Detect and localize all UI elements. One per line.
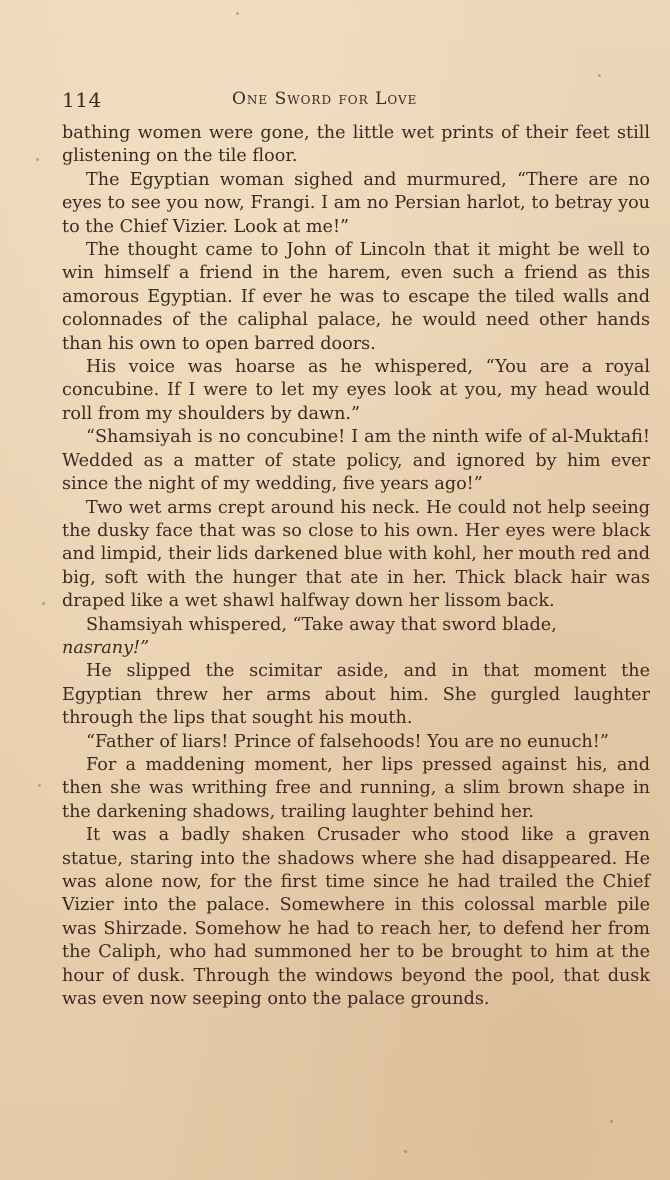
paper-speck: [38, 784, 41, 787]
page-number: 114: [62, 88, 102, 112]
paragraph: His voice was hoarse as he whispered, “You are a royal concubine. If I were to let my eyes look at you, my head would roll from my shoulders by dawn.”: [62, 357, 650, 424]
paragraph: [62, 614, 650, 661]
paragraph: “Father of liars! Prince of falsehoods! You are no eunuch!”: [86, 731, 609, 752]
paper-speck: [404, 1150, 407, 1153]
paragraph-text: Shamsiyah whispered, “Take away that sword blade,: [86, 614, 557, 635]
paragraph: Two wet arms crept around his neck. He could not help seeing the dusky face that was so close to his own. Her eyes were black and limpid, their lids darkened blue with kohl, her mouth red and big, soft with the hunger that ate in her. Thick black hair was draped like a wet shawl halfway down her lissom back.: [62, 497, 650, 612]
paragraph: For a maddening moment, her lips pressed against his, and then she was writhing free and running, a slim brown shape in the darkening shadows, trailing laughter behind her.: [62, 754, 650, 822]
running-head: [62, 88, 642, 114]
paper-speck: [36, 158, 39, 161]
paragraph: bathing women were gone, the little wet prints of their feet still glistening on the tile floor.: [62, 123, 650, 167]
paper-speck: [42, 602, 45, 605]
paragraph: The Egyptian woman sighed and murmured, “There are no eyes to see you now, Frangi. I am no Persian harlot, to betray you to the Chief Vizier. Look at me!”: [62, 169, 650, 237]
paper-speck: [610, 1120, 613, 1123]
paragraph: He slipped the scimitar aside, and in that moment the Egyptian threw her arms about him. She gurgled laughter through the lips that sought his mouth.: [62, 661, 650, 729]
body-text: [62, 122, 650, 1011]
paragraph: It was a badly shaken Crusader who stood like a graven statue, staring into the shadows where she had disappeared. He was alone now, for the first time since he had trailed the Chief Vizier into the palace. Somewhere in this colossal marble pile was Shirzade. Somehow he had to reach her, to defend her from the Caliph, who had summoned her to be brought to him at the hour of dusk. Through the windows beyond the pool, that dusk was even now seeping onto the palace grounds.: [62, 825, 650, 1010]
paragraph: “Shamsiyah is no concubine! I am the ninth wife of al-Muktafi! Wedded as a matter of state policy, and ignored by him ever since the night of my wedding, five years ago!”: [62, 427, 650, 495]
paragraph: The thought came to John of Lincoln that it might be well to win himself a friend in the harem, even such a friend as this amorous Egyptian. If ever he was to escape the tiled walls and colonnades of the caliphal palace, he would need other hands than his own to open barred doors.: [62, 240, 650, 354]
italic-phrase: nasrany!”: [62, 637, 150, 658]
paper-speck: [236, 12, 239, 15]
running-title: One Sword for Love: [232, 89, 418, 109]
paper-speck: [598, 74, 601, 77]
